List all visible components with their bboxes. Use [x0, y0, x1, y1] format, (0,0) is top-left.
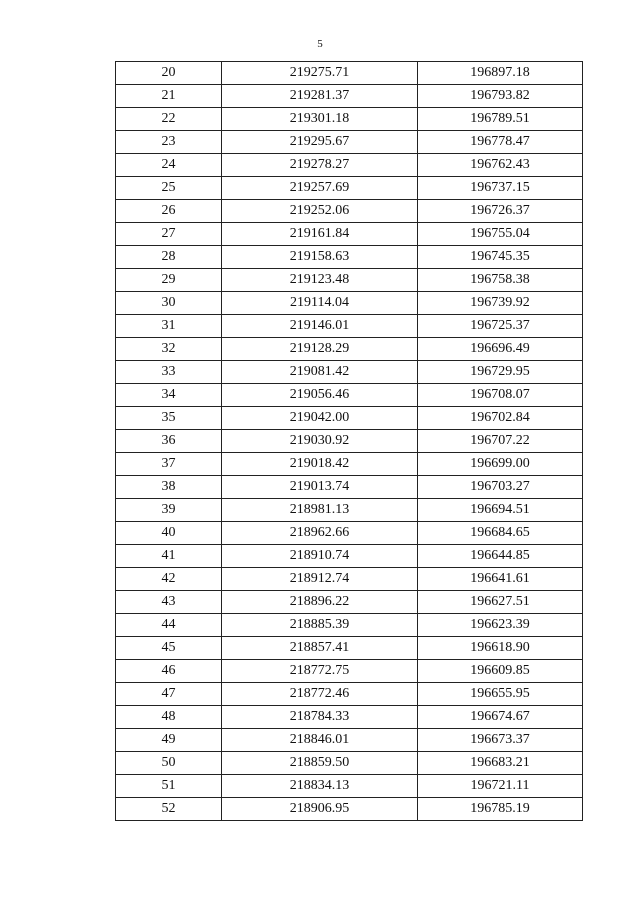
point-number-cell: 41	[116, 545, 222, 568]
point-number-cell: 20	[116, 62, 222, 85]
point-number-cell: 49	[116, 729, 222, 752]
table-row	[116, 430, 583, 453]
table-row	[116, 223, 583, 246]
table-row	[116, 614, 583, 637]
y-coordinate-cell: 196694.51	[418, 499, 583, 522]
table-row	[116, 637, 583, 660]
x-coordinate-cell: 219018.42	[222, 453, 418, 476]
y-coordinate-cell: 196644.85	[418, 545, 583, 568]
table-row	[116, 775, 583, 798]
y-coordinate-cell: 196623.39	[418, 614, 583, 637]
point-number-cell: 34	[116, 384, 222, 407]
x-coordinate-cell: 218896.22	[222, 591, 418, 614]
x-coordinate-cell: 218885.39	[222, 614, 418, 637]
point-number-cell: 43	[116, 591, 222, 614]
point-number-cell: 32	[116, 338, 222, 361]
y-coordinate-cell: 196778.47	[418, 131, 583, 154]
table-row	[116, 361, 583, 384]
x-coordinate-cell: 219278.27	[222, 154, 418, 177]
y-coordinate-cell: 196627.51	[418, 591, 583, 614]
y-coordinate-cell: 196618.90	[418, 637, 583, 660]
point-number-cell: 42	[116, 568, 222, 591]
x-coordinate-cell: 218772.75	[222, 660, 418, 683]
table-row	[116, 752, 583, 775]
y-coordinate-cell: 196641.61	[418, 568, 583, 591]
y-coordinate-cell: 196696.49	[418, 338, 583, 361]
x-coordinate-cell: 219257.69	[222, 177, 418, 200]
x-coordinate-cell: 218912.74	[222, 568, 418, 591]
point-number-cell: 44	[116, 614, 222, 637]
table-row	[116, 154, 583, 177]
x-coordinate-cell: 219114.04	[222, 292, 418, 315]
y-coordinate-cell: 196762.43	[418, 154, 583, 177]
point-number-cell: 36	[116, 430, 222, 453]
table-row	[116, 683, 583, 706]
table-row	[116, 522, 583, 545]
point-number-cell: 40	[116, 522, 222, 545]
y-coordinate-cell: 196699.00	[418, 453, 583, 476]
point-number-cell: 23	[116, 131, 222, 154]
point-number-cell: 22	[116, 108, 222, 131]
point-number-cell: 30	[116, 292, 222, 315]
point-number-cell: 28	[116, 246, 222, 269]
point-number-cell: 33	[116, 361, 222, 384]
x-coordinate-cell: 218784.33	[222, 706, 418, 729]
x-coordinate-cell: 219146.01	[222, 315, 418, 338]
y-coordinate-cell: 196703.27	[418, 476, 583, 499]
x-coordinate-cell: 219281.37	[222, 85, 418, 108]
y-coordinate-cell: 196655.95	[418, 683, 583, 706]
table-row	[116, 200, 583, 223]
point-number-cell: 31	[116, 315, 222, 338]
y-coordinate-cell: 196789.51	[418, 108, 583, 131]
point-number-cell: 25	[116, 177, 222, 200]
point-number-cell: 21	[116, 85, 222, 108]
y-coordinate-cell: 196725.37	[418, 315, 583, 338]
table-row	[116, 499, 583, 522]
table-row	[116, 476, 583, 499]
table-row	[116, 292, 583, 315]
table-row	[116, 591, 583, 614]
point-number-cell: 37	[116, 453, 222, 476]
x-coordinate-cell: 219301.18	[222, 108, 418, 131]
x-coordinate-cell: 219161.84	[222, 223, 418, 246]
y-coordinate-cell: 196758.38	[418, 269, 583, 292]
y-coordinate-cell: 196721.11	[418, 775, 583, 798]
table-row	[116, 315, 583, 338]
y-coordinate-cell: 196674.67	[418, 706, 583, 729]
x-coordinate-cell: 219056.46	[222, 384, 418, 407]
point-number-cell: 46	[116, 660, 222, 683]
coordinates-table-body	[116, 62, 583, 821]
y-coordinate-cell: 196739.92	[418, 292, 583, 315]
y-coordinate-cell: 196785.19	[418, 798, 583, 821]
y-coordinate-cell: 196737.15	[418, 177, 583, 200]
x-coordinate-cell: 219252.06	[222, 200, 418, 223]
point-number-cell: 45	[116, 637, 222, 660]
x-coordinate-cell: 218846.01	[222, 729, 418, 752]
y-coordinate-cell: 196609.85	[418, 660, 583, 683]
y-coordinate-cell: 196755.04	[418, 223, 583, 246]
table-row	[116, 269, 583, 292]
x-coordinate-cell: 219295.67	[222, 131, 418, 154]
point-number-cell: 24	[116, 154, 222, 177]
y-coordinate-cell: 196897.18	[418, 62, 583, 85]
table-row	[116, 246, 583, 269]
point-number-cell: 38	[116, 476, 222, 499]
y-coordinate-cell: 196708.07	[418, 384, 583, 407]
table-row	[116, 384, 583, 407]
x-coordinate-cell: 218834.13	[222, 775, 418, 798]
page-number: 5	[317, 38, 323, 50]
y-coordinate-cell: 196745.35	[418, 246, 583, 269]
x-coordinate-cell: 219013.74	[222, 476, 418, 499]
x-coordinate-cell: 218857.41	[222, 637, 418, 660]
table-row	[116, 108, 583, 131]
x-coordinate-cell: 219081.42	[222, 361, 418, 384]
y-coordinate-cell: 196683.21	[418, 752, 583, 775]
table-row	[116, 568, 583, 591]
table-row	[116, 131, 583, 154]
y-coordinate-cell: 196684.65	[418, 522, 583, 545]
point-number-cell: 48	[116, 706, 222, 729]
table-row	[116, 729, 583, 752]
x-coordinate-cell: 219128.29	[222, 338, 418, 361]
table-row	[116, 706, 583, 729]
y-coordinate-cell: 196702.84	[418, 407, 583, 430]
table-row	[116, 85, 583, 108]
y-coordinate-cell: 196793.82	[418, 85, 583, 108]
y-coordinate-cell: 196726.37	[418, 200, 583, 223]
x-coordinate-cell: 219042.00	[222, 407, 418, 430]
table-row	[116, 545, 583, 568]
y-coordinate-cell: 196729.95	[418, 361, 583, 384]
point-number-cell: 51	[116, 775, 222, 798]
x-coordinate-cell: 218772.46	[222, 683, 418, 706]
x-coordinate-cell: 219158.63	[222, 246, 418, 269]
point-number-cell: 27	[116, 223, 222, 246]
point-number-cell: 50	[116, 752, 222, 775]
table-row	[116, 407, 583, 430]
x-coordinate-cell: 218981.13	[222, 499, 418, 522]
x-coordinate-cell: 219275.71	[222, 62, 418, 85]
point-number-cell: 47	[116, 683, 222, 706]
point-number-cell: 29	[116, 269, 222, 292]
x-coordinate-cell: 218859.50	[222, 752, 418, 775]
x-coordinate-cell: 218962.66	[222, 522, 418, 545]
table-row	[116, 338, 583, 361]
table-row	[116, 798, 583, 821]
table-row	[116, 660, 583, 683]
point-number-cell: 35	[116, 407, 222, 430]
coordinates-table	[115, 61, 583, 821]
x-coordinate-cell: 219030.92	[222, 430, 418, 453]
x-coordinate-cell: 218906.95	[222, 798, 418, 821]
point-number-cell: 39	[116, 499, 222, 522]
y-coordinate-cell: 196707.22	[418, 430, 583, 453]
x-coordinate-cell: 219123.48	[222, 269, 418, 292]
point-number-cell: 26	[116, 200, 222, 223]
point-number-cell: 52	[116, 798, 222, 821]
table-row	[116, 62, 583, 85]
x-coordinate-cell: 218910.74	[222, 545, 418, 568]
table-row	[116, 177, 583, 200]
table-row	[116, 453, 583, 476]
y-coordinate-cell: 196673.37	[418, 729, 583, 752]
